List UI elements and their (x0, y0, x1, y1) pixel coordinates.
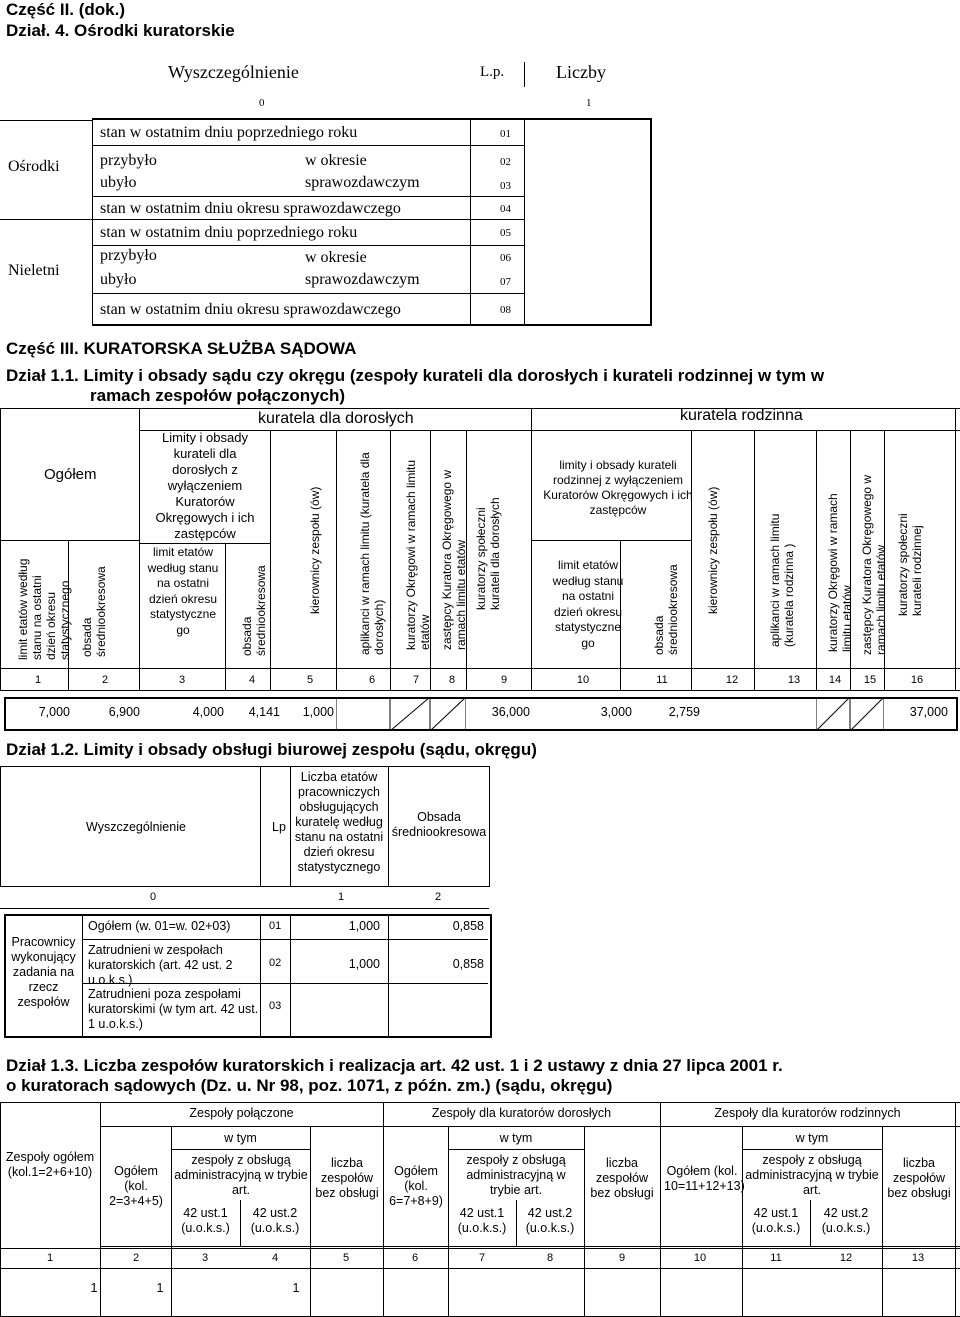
column-number: 7 (412, 674, 420, 686)
d13-admin: zespoły z obsługą administracyjną w trybie art. (745, 1153, 879, 1197)
row-label: przybyło (100, 247, 157, 264)
d13-wtym: w tym (795, 1131, 829, 1145)
value-cell: 36,000 (491, 705, 530, 719)
column-number: 1 (34, 674, 42, 686)
column-number: 14 (828, 674, 842, 686)
d12-value: 0,858 (452, 919, 484, 933)
value-cell: 4,000 (192, 705, 224, 719)
d13-bez: liczba zespołów bez obsługi (315, 1156, 379, 1200)
value-cell: 3,000 (600, 705, 632, 719)
column-number: 13 (787, 674, 801, 686)
row-lp: 01 (500, 128, 511, 140)
row-lp: 03 (500, 180, 511, 192)
row-label: ubyło (100, 174, 137, 191)
d13-wtym: w tym (499, 1131, 533, 1145)
row-label: ubyło (100, 271, 137, 288)
col-header-values: Liczby (556, 62, 606, 82)
column-number: 10 (693, 1252, 707, 1264)
d12-col-count: Liczba etatów pracowniczych obsługujących kuratelę według stanu na ostatni dzień okresu statystycznego (294, 770, 384, 874)
column-number: 7 (478, 1252, 486, 1264)
d12-col-desc: Wyszczególnienie (86, 820, 186, 834)
column-number: 13 (911, 1252, 925, 1264)
column-number: 12 (839, 1252, 853, 1264)
value-cell: 1,000 (302, 705, 334, 719)
d13-ust1: 42 ust.1 (u.o.k.s.) (457, 1206, 507, 1235)
value-cell: 4,141 (248, 705, 280, 719)
d13-wtym: w tym (224, 1131, 257, 1145)
d12-value: 1,000 (348, 919, 380, 933)
header-vertical: kierownicy zespołu (ów) (706, 486, 720, 614)
header-vertical: zastępcy Kuratora Okręgowego w ramach limitu etatów (860, 474, 888, 655)
header-vertical: kuratorzy Okręgowi w ramach limitu etatów (826, 493, 854, 652)
row-lp: 04 (500, 203, 511, 215)
crossed-cells (816, 697, 884, 731)
d12-col-obsada: Obsada średniookresowa (391, 810, 487, 839)
header-adult: kuratela dla dorosłych (258, 410, 414, 427)
column-number: 9 (618, 1252, 626, 1264)
row-lp: 07 (500, 276, 511, 288)
d13-value: 1 (90, 1281, 98, 1295)
header-vertical: aplikanci w ramach limitu (kuratela dla dorosłych) (358, 452, 386, 655)
d12-value: 0,858 (452, 957, 484, 971)
column-number: 8 (546, 1252, 554, 1264)
section-heading: Dział 1.2. Limity i obsady obsługi biurowej zespołu (sądu, okręgu) (6, 740, 537, 759)
column-number: 0 (150, 891, 157, 903)
header-vertical: aplikanci w ramach limitu (kuratela rodzinna ) (768, 513, 796, 647)
group-label: Ośrodki (8, 158, 60, 175)
row-period: w okresie (305, 249, 367, 266)
column-number: 11 (770, 1252, 782, 1264)
d13-ust1: 42 ust.1 (u.o.k.s.) (181, 1206, 230, 1235)
header-vertical: obsada średniookresowa (80, 566, 108, 657)
header-vertical: obsada średniookresowa (240, 565, 268, 656)
col-number: 0 (259, 97, 265, 109)
row-label: stan w ostatnim dniu poprzedniego roku (100, 224, 358, 241)
crossed-cells (336, 697, 466, 731)
d13-ust2: 42 ust.2 (u.o.k.s.) (250, 1206, 300, 1235)
row-lp: 08 (500, 304, 511, 316)
d12-row-lp: 03 (269, 1000, 282, 1012)
row-lp: 02 (500, 156, 511, 168)
column-number: 6 (368, 674, 376, 686)
column-number: 3 (178, 674, 186, 686)
header-vertical: kierownicy zespołu (ów) (308, 486, 322, 614)
column-number: 2 (132, 1252, 140, 1264)
column-number: 4 (271, 1252, 279, 1264)
col-header-desc: Wyszczególnienie (168, 62, 299, 82)
d12-row-label: Zatrudnieni w zespołach kuratorskich (art. 42 ust. 2 u.o.k.s.) (88, 943, 233, 987)
header-vertical: limit etatów według stanu na ostatni dzień okresu statystycznego (16, 558, 72, 660)
row-lp: 06 (500, 252, 511, 264)
row-label: przybyło (100, 152, 157, 169)
column-number: 6 (411, 1252, 419, 1264)
value-cell: 6,900 (108, 705, 140, 719)
row-label: stan w ostatnim dniu okresu sprawozdawczego (100, 200, 401, 217)
part-heading: Część II. (dok.) (6, 0, 126, 19)
value-cell: 37,000 (909, 705, 948, 719)
row-period: sprawozdawczym (305, 271, 420, 288)
section-heading: o kuratorach sądowych (Dz. u. Nr 98, poz. 1071, z późn. zm.) (sądu, okręgu) (6, 1076, 613, 1095)
d13-bez: liczba zespołów bez obsługi (887, 1156, 951, 1200)
d13-value: 1 (292, 1281, 300, 1295)
column-number: 9 (500, 674, 508, 686)
d13-bez: liczba zespołów bez obsługi (590, 1156, 654, 1200)
column-number: 12 (725, 674, 739, 686)
header-vertical: kuratorzy społeczni kurateli dla dorosłych (474, 497, 502, 610)
column-number: 16 (910, 674, 924, 686)
header-vertical: obsada średniookresowa (652, 564, 680, 655)
row-label: stan w ostatnim dniu okresu sprawozdawczego (100, 301, 401, 318)
col-header-lp: L.p. (480, 64, 505, 80)
header-limit-stan: limit etatów według stanu na ostatni dzień okresu statystyczne go (552, 558, 624, 650)
column-number: 5 (306, 674, 314, 686)
column-number: 5 (342, 1252, 350, 1264)
column-number: 1 (338, 891, 345, 903)
row-label: stan w ostatnim dniu poprzedniego roku (100, 124, 358, 141)
header-vertical: zastępcy Kuratora Okręgowego w ramach limitu etatów (440, 469, 468, 650)
column-number: 8 (448, 674, 456, 686)
d13-header-total: Zespoły ogółem (kol.1=2+6+10) (5, 1150, 95, 1179)
col-number: 1 (586, 97, 592, 109)
header-limits-adult: Limity i obsady kurateli dla dorosłych z wyłączeniem Kuratorów Okręgowych i ich zastępców (155, 430, 255, 541)
header-family: kuratela rodzinna (680, 407, 803, 424)
row-lp: 05 (500, 227, 511, 239)
header-limits-family: limity i obsady kurateli rodzinnej z wyłączeniem Kuratorów Okręgowych i ich zastępców (543, 458, 693, 517)
column-number: 11 (656, 674, 668, 686)
column-number: 2 (435, 891, 442, 903)
column-number: 1 (46, 1252, 54, 1264)
d13-ust2: 42 ust.2 (u.o.k.s.) (821, 1206, 871, 1235)
d13-header-family: Zespoły dla kuratorów rodzinnych (714, 1106, 901, 1120)
header-vertical: kuratorzy społeczni kurateli rodzinnej (896, 513, 924, 616)
value-cell: 2,759 (668, 705, 700, 719)
d12-group-label: Pracownicy wykonujący zadania na rzecz zespołów (11, 935, 76, 1009)
row-period: w okresie (305, 152, 367, 169)
header-total: Ogółem (44, 466, 97, 483)
d12-row-label: Ogółem (w. 01=w. 02+03) (88, 919, 231, 933)
d13-header-combined: Zespoły połączone (189, 1106, 294, 1120)
column-number: 10 (576, 674, 590, 686)
d12-row-lp: 02 (269, 957, 282, 969)
d13-admin: zespoły z obsługą administracyjną w trybie art. (466, 1153, 566, 1197)
d12-col-lp: Lp (272, 820, 286, 834)
d12-row-lp: 01 (269, 920, 282, 932)
d13-value: 1 (156, 1281, 164, 1295)
d13-admin: zespoły z obsługą administracyjną w trybie art. (174, 1153, 308, 1197)
column-number: 4 (248, 674, 256, 686)
d13-ogolem: Ogółem (kol. 10=11+12+13) (664, 1164, 745, 1193)
d12-value: 1,000 (348, 957, 380, 971)
d13-ogolem: Ogółem (kol. 2=3+4+5) (109, 1164, 163, 1208)
header-limit-stan: limit etatów według stanu na ostatni dzień okresu statystyczne go (147, 545, 219, 637)
section-heading: Dział 1.1. Limity i obsady sądu czy okręgu (zespoły kurateli dla dorosłych i kurateli rodzinnej w tym w (6, 366, 825, 385)
d13-ust2: 42 ust.2 (u.o.k.s.) (525, 1206, 575, 1235)
row-period: sprawozdawczym (305, 174, 420, 191)
column-number: 2 (101, 674, 109, 686)
section-heading: Dział 1.3. Liczba zespołów kuratorskich i realizacja art. 42 ust. 1 i 2 ustawy z dnia 27 lipca 2001 r. (6, 1056, 783, 1075)
d13-ogolem: Ogółem (kol. 6=7+8+9) (389, 1164, 443, 1208)
value-cell: 7,000 (38, 705, 70, 719)
column-number: 3 (201, 1252, 209, 1264)
d13-ust1: 42 ust.1 (u.o.k.s.) (751, 1206, 801, 1235)
d12-row-label: Zatrudnieni poza zespołami kuratorskimi (w tym art. 42 ust. 1 u.o.k.s.) (88, 987, 259, 1031)
column-number: 15 (863, 674, 877, 686)
group-label: Nieletni (8, 262, 60, 279)
part-heading: Część III. KURATORSKA SŁUŻBA SĄDOWA (6, 339, 357, 358)
section-heading: ramach zespołów połączonych) (90, 386, 346, 405)
header-vertical: kuratorzy Okręgowi w ramach limitu etatów (404, 459, 432, 650)
d13-header-adult: Zespoły dla kuratorów dorosłych (431, 1106, 612, 1120)
section-heading: Dział. 4. Ośrodki kuratorskie (6, 21, 235, 40)
